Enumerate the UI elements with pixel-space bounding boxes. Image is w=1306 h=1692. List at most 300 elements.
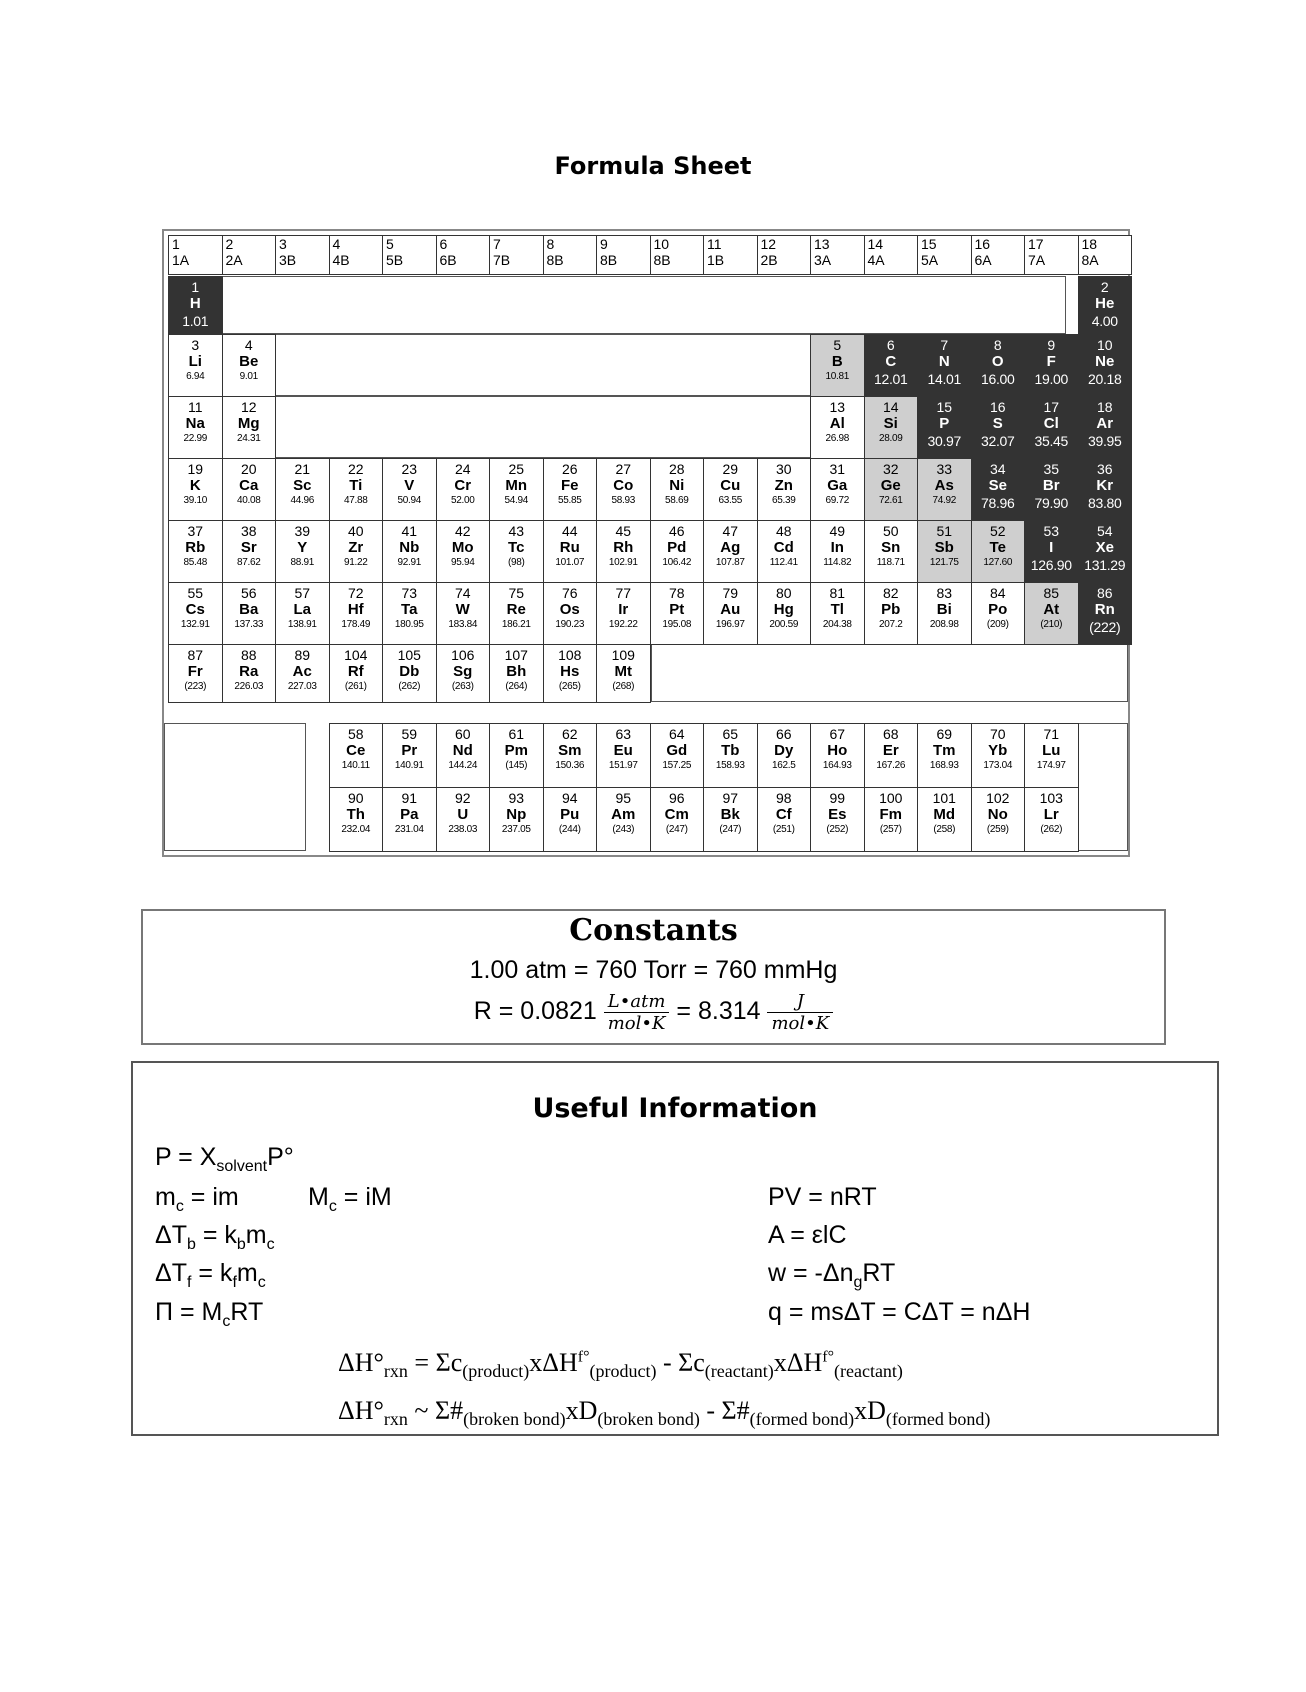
atomic-mass: 28.09 — [878, 433, 903, 444]
atomic-mass: 150.36 — [555, 760, 585, 771]
atomic-number: 97 — [722, 790, 739, 806]
element-cell-h — [168, 276, 223, 335]
element-symbol: Cl — [1043, 415, 1059, 432]
osm-sub: c — [222, 1313, 231, 1330]
atomic-number: 10 — [1096, 337, 1113, 353]
element-symbol: Ca — [239, 477, 259, 494]
page-title: Formula Sheet — [554, 152, 752, 180]
atomic-mass: (223) — [184, 681, 207, 692]
atomic-number: 14 — [882, 399, 899, 415]
atomic-number: 77 — [615, 585, 632, 601]
atomic-mass: 226.03 — [234, 681, 264, 692]
element-symbol: Cs — [185, 601, 205, 618]
group-header-8 — [543, 235, 598, 275]
dtb-b: = k — [195, 1221, 237, 1249]
element-symbol: Be — [239, 353, 259, 370]
atomic-mass: 140.91 — [394, 760, 424, 771]
element-cell-bi — [917, 582, 972, 645]
element-symbol: Sn — [881, 539, 901, 556]
atomic-mass: 87.62 — [236, 557, 261, 568]
group-label: 4B — [332, 252, 350, 268]
bond-d: - Σ# — [699, 1396, 750, 1425]
atomic-number: 21 — [294, 461, 311, 477]
bond-enthalpy-formula — [338, 1396, 990, 1430]
group-header-5 — [382, 235, 437, 275]
bond-e: xD — [854, 1396, 886, 1425]
element-cell-pb — [864, 582, 919, 645]
element-cell-cu — [703, 458, 758, 521]
element-cell-bk — [703, 787, 758, 852]
atomic-mass: 88.91 — [290, 557, 315, 568]
element-cell-be — [222, 334, 277, 397]
element-cell-po — [971, 582, 1026, 645]
frac2-numerator: J — [767, 991, 833, 1013]
atomic-number: 40 — [347, 523, 364, 539]
molality-formula — [155, 1183, 239, 1216]
group-number: 17 — [1028, 236, 1044, 252]
element-symbol: Po — [988, 601, 1008, 618]
atomic-mass: 195.08 — [662, 619, 692, 630]
element-cell-rf — [329, 644, 384, 703]
atomic-number: 19 — [187, 461, 204, 477]
atomic-number: 49 — [829, 523, 846, 539]
Mc-b: = iM — [336, 1183, 392, 1211]
element-cell-rn — [1078, 582, 1133, 645]
element-cell-ra — [222, 644, 277, 703]
element-symbol: Sr — [240, 539, 257, 556]
element-cell-md — [917, 787, 972, 852]
group-label: 2A — [225, 252, 243, 268]
atomic-number: 25 — [508, 461, 525, 477]
group-number: 4 — [332, 236, 341, 252]
group-header-2 — [222, 235, 277, 275]
group-label: 8B — [653, 252, 671, 268]
element-cell-ag — [703, 520, 758, 583]
atomic-mass: 26.98 — [825, 433, 850, 444]
atomic-number: 24 — [454, 461, 471, 477]
atomic-number: 34 — [989, 461, 1006, 477]
element-cell-v — [382, 458, 437, 521]
group-number: 8 — [546, 236, 555, 252]
row1-gap — [214, 276, 1066, 334]
element-cell-hs — [543, 644, 598, 703]
element-cell-nb — [382, 520, 437, 583]
group-header-13 — [810, 235, 865, 275]
atomic-number: 64 — [668, 726, 685, 742]
atomic-mass: 4.00 — [1091, 313, 1118, 329]
atomic-number: 107 — [504, 647, 528, 663]
element-cell-hg — [757, 582, 812, 645]
element-symbol: Cd — [773, 539, 794, 556]
dtf-b: = k — [191, 1259, 233, 1287]
atomic-mass: 79.90 — [1034, 495, 1069, 511]
atomic-number: 93 — [508, 790, 525, 806]
element-cell-fm — [864, 787, 919, 852]
frac1-denominator: mol•K — [607, 1013, 666, 1034]
group-label: 6B — [439, 252, 457, 268]
element-symbol: La — [293, 601, 311, 618]
hess-s2: (product) — [462, 1361, 530, 1382]
freezing-point-depression — [155, 1259, 266, 1292]
Mc-a: M — [308, 1183, 329, 1211]
raoult-a: P = X — [155, 1143, 217, 1171]
atomic-mass: 200.59 — [769, 619, 799, 630]
atomic-number: 102 — [986, 790, 1010, 806]
atomic-number: 50 — [882, 523, 899, 539]
element-cell-k — [168, 458, 223, 521]
atomic-mass: (264) — [505, 681, 528, 692]
pressure-conversion: 1.00 atm = 760 Torr = 760 mmHg — [469, 956, 838, 984]
atomic-mass: 83.80 — [1087, 495, 1122, 511]
mc-a: m — [155, 1183, 176, 1211]
atomic-number: 16 — [989, 399, 1006, 415]
atomic-mass: 54.94 — [504, 495, 529, 506]
atomic-mass: 137.33 — [234, 619, 264, 630]
atomic-number: 76 — [561, 585, 578, 601]
atomic-mass: (268) — [612, 681, 635, 692]
atomic-number: 91 — [401, 790, 418, 806]
element-symbol: Lu — [1042, 742, 1061, 759]
atomic-number: 100 — [879, 790, 903, 806]
atomic-number: 20 — [240, 461, 257, 477]
group-header-11 — [703, 235, 758, 275]
atomic-number: 99 — [829, 790, 846, 806]
element-symbol: Mn — [505, 477, 528, 494]
group-label: 7B — [493, 252, 511, 268]
atomic-mass: 40.08 — [236, 495, 261, 506]
element-symbol: Db — [399, 663, 420, 680]
element-cell-ti — [329, 458, 384, 521]
element-cell-pr — [382, 723, 437, 788]
atomic-number: 37 — [187, 523, 204, 539]
element-symbol: Ru — [559, 539, 580, 556]
element-symbol: Mg — [237, 415, 260, 432]
element-cell-kr — [1078, 458, 1133, 521]
atomic-mass: 30.97 — [927, 433, 962, 449]
beer-lambert-law: A = εlC — [768, 1221, 847, 1249]
element-cell-ni — [650, 458, 705, 521]
element-symbol: B — [831, 353, 843, 370]
atomic-number: 15 — [936, 399, 953, 415]
element-symbol: Y — [297, 539, 308, 556]
element-symbol: Ra — [239, 663, 259, 680]
element-symbol: F — [1046, 353, 1056, 370]
atomic-mass: 50.94 — [397, 495, 422, 506]
atomic-mass: 106.42 — [662, 557, 692, 568]
atomic-mass: (257) — [879, 824, 902, 835]
atomic-mass: 102.91 — [608, 557, 638, 568]
atomic-mass: 168.93 — [929, 760, 959, 771]
atomic-number: 39 — [294, 523, 311, 539]
atomic-mass: 232.04 — [341, 824, 371, 835]
constants-box — [141, 909, 1166, 1045]
group-number: 13 — [814, 236, 830, 252]
group-number: 1 — [172, 236, 180, 252]
element-cell-au — [703, 582, 758, 645]
element-cell-ba — [222, 582, 277, 645]
atomic-mass: (261) — [344, 681, 367, 692]
element-symbol: Fm — [879, 806, 902, 823]
element-symbol: Ta — [401, 601, 418, 618]
element-cell-gd — [650, 723, 705, 788]
atomic-number: 32 — [882, 461, 899, 477]
group-number: 16 — [974, 236, 991, 252]
dtb-s3: c — [266, 1236, 275, 1253]
atomic-number: 55 — [187, 585, 204, 601]
boiling-point-elevation — [155, 1221, 275, 1254]
atomic-mass: 58.69 — [664, 495, 689, 506]
element-symbol: Fe — [560, 477, 579, 494]
element-cell-rh — [596, 520, 651, 583]
element-symbol: Pm — [504, 742, 528, 759]
element-symbol: Pd — [667, 539, 687, 556]
element-symbol: Cr — [454, 477, 472, 494]
element-cell-os — [543, 582, 598, 645]
atomic-mass: (263) — [451, 681, 474, 692]
atomic-mass: 204.38 — [822, 619, 852, 630]
element-cell-ir — [596, 582, 651, 645]
element-symbol: H — [189, 295, 201, 312]
atomic-mass: 126.90 — [1030, 557, 1072, 573]
element-symbol: W — [455, 601, 470, 618]
atomic-mass: 91.22 — [343, 557, 368, 568]
atomic-mass: 178.49 — [341, 619, 371, 630]
element-symbol: N — [938, 353, 950, 370]
element-cell-ar — [1078, 396, 1133, 459]
atomic-mass: (209) — [986, 619, 1009, 630]
atomic-mass: 238.03 — [448, 824, 478, 835]
element-cell-ca — [222, 458, 277, 521]
element-cell-am — [596, 787, 651, 852]
element-cell-zn — [757, 458, 812, 521]
constants-title: Constants — [569, 913, 738, 948]
work-sub: g — [853, 1274, 863, 1291]
hess-law-formula — [338, 1348, 903, 1382]
useful-information-title: Useful Information — [532, 1093, 818, 1124]
element-symbol: Zr — [348, 539, 364, 556]
atomic-mass: (210) — [1040, 619, 1063, 630]
element-cell-ne — [1078, 334, 1133, 397]
dtb-s2: b — [236, 1236, 246, 1253]
atomic-mass: 183.84 — [448, 619, 478, 630]
atomic-number: 65 — [722, 726, 739, 742]
bond-s1: rxn — [383, 1409, 408, 1430]
atomic-mass: 207.2 — [878, 619, 903, 630]
group-number: 2 — [225, 236, 234, 252]
atomic-number: 67 — [829, 726, 846, 742]
element-symbol: Er — [882, 742, 899, 759]
element-cell-lr — [1024, 787, 1079, 852]
element-symbol: Co — [613, 477, 634, 494]
group-header-9 — [596, 235, 651, 275]
atomic-number: 108 — [558, 647, 582, 663]
element-symbol: Ho — [827, 742, 848, 759]
group-header-15 — [917, 235, 972, 275]
element-symbol: Br — [1042, 477, 1060, 494]
atomic-mass: 44.96 — [290, 495, 315, 506]
bond-s3: (broken bond) — [597, 1409, 700, 1430]
atomic-mass: 58.93 — [611, 495, 636, 506]
atomic-number: 3 — [191, 337, 200, 353]
atomic-number: 62 — [561, 726, 578, 742]
atomic-mass: 72.61 — [878, 495, 903, 506]
element-symbol: Ac — [292, 663, 312, 680]
atomic-number: 56 — [240, 585, 257, 601]
atomic-number: 90 — [347, 790, 364, 806]
group-label: 1B — [707, 252, 725, 268]
atomic-mass: (251) — [772, 824, 795, 835]
element-cell-o — [971, 334, 1026, 397]
atomic-number: 12 — [240, 399, 257, 415]
osmotic-pressure — [155, 1298, 263, 1331]
atomic-number: 29 — [722, 461, 739, 477]
group-number: 10 — [653, 236, 670, 252]
atomic-mass: 39.95 — [1087, 433, 1122, 449]
atomic-mass: 118.71 — [876, 557, 905, 568]
atomic-number: 82 — [882, 585, 899, 601]
element-symbol: Mo — [451, 539, 474, 556]
atomic-mass: 162.5 — [771, 760, 796, 771]
work-b: RT — [862, 1259, 896, 1287]
element-symbol: Ag — [720, 539, 741, 556]
atomic-number: 13 — [829, 399, 846, 415]
group-label: 8B — [546, 252, 564, 268]
raoult-b: P° — [267, 1143, 294, 1171]
group-label: 5B — [386, 252, 404, 268]
group-header-17 — [1024, 235, 1079, 275]
group-header-12 — [757, 235, 812, 275]
atomic-number: 70 — [989, 726, 1006, 742]
atomic-mass: 24.31 — [236, 433, 261, 444]
element-cell-bh — [489, 644, 544, 703]
element-cell-cr — [436, 458, 491, 521]
work-formula — [768, 1259, 895, 1292]
dtf-c: m — [236, 1259, 258, 1287]
molarity-formula — [308, 1183, 392, 1216]
element-symbol: Dy — [774, 742, 794, 759]
bond-s2: (broken bond) — [463, 1409, 566, 1430]
hess-sup2: f° — [822, 1348, 834, 1366]
element-cell-br — [1024, 458, 1079, 521]
element-cell-p — [917, 396, 972, 459]
dtf-s2: f — [232, 1274, 237, 1291]
element-cell-al — [810, 396, 865, 459]
element-symbol: Sm — [558, 742, 582, 759]
element-symbol: Li — [188, 353, 202, 370]
element-symbol: C — [885, 353, 897, 370]
element-cell-eu — [596, 723, 651, 788]
atomic-mass: 180.95 — [394, 619, 424, 630]
group-number: 3 — [279, 236, 287, 252]
element-cell-ce — [329, 723, 384, 788]
atomic-mass: 237.05 — [501, 824, 531, 835]
element-symbol: Na — [185, 415, 205, 432]
bond-a: ΔH° — [338, 1396, 384, 1425]
element-cell-cl — [1024, 396, 1079, 459]
atomic-number: 95 — [615, 790, 632, 806]
element-symbol: O — [991, 353, 1004, 370]
atomic-mass: 173.04 — [983, 760, 1013, 771]
element-cell-in — [810, 520, 865, 583]
dtf-a: ΔT — [155, 1259, 187, 1287]
heat-formula: q = msΔT = CΔT = nΔH — [768, 1298, 1031, 1326]
atomic-number: 5 — [833, 337, 842, 353]
atomic-mass: (262) — [1040, 824, 1063, 835]
atomic-number: 68 — [882, 726, 899, 742]
osm-b: RT — [230, 1298, 264, 1326]
atomic-mass: 138.91 — [287, 619, 317, 630]
group-label: 3B — [279, 252, 297, 268]
element-symbol: Bk — [720, 806, 740, 823]
element-symbol: Gd — [666, 742, 688, 759]
element-symbol: Hg — [773, 601, 794, 618]
element-cell-er — [864, 723, 919, 788]
element-symbol: Am — [611, 806, 636, 823]
atomic-number: 17 — [1043, 399, 1060, 415]
element-symbol: Bi — [936, 601, 952, 618]
element-symbol: Es — [828, 806, 847, 823]
group-header-6 — [436, 235, 491, 275]
atomic-mass: 131.29 — [1084, 557, 1126, 573]
element-symbol: Ge — [880, 477, 901, 494]
element-symbol: Ar — [1096, 415, 1114, 432]
atomic-number: 106 — [451, 647, 475, 663]
atomic-number: 96 — [668, 790, 685, 806]
element-cell-ta — [382, 582, 437, 645]
element-cell-b — [810, 334, 865, 397]
element-symbol: Nb — [399, 539, 420, 556]
f-block-label-box — [164, 723, 306, 851]
atomic-mass: 14.01 — [927, 371, 962, 387]
element-symbol: Pu — [560, 806, 580, 823]
mc-b: = im — [183, 1183, 239, 1211]
raoult-law — [155, 1143, 294, 1176]
element-cell-ge — [864, 458, 919, 521]
element-symbol: Hs — [560, 663, 580, 680]
dtf-s3: c — [257, 1274, 266, 1291]
atomic-number: 71 — [1043, 726, 1060, 742]
element-symbol: U — [457, 806, 469, 823]
element-cell-dy — [757, 723, 812, 788]
hess-s5: (reactant) — [833, 1361, 903, 1382]
row3-gap — [264, 396, 816, 458]
element-cell-li — [168, 334, 223, 397]
element-symbol: Lr — [1043, 806, 1059, 823]
atomic-mass: 127.60 — [983, 557, 1013, 568]
atomic-mass: (259) — [986, 824, 1009, 835]
element-symbol: Pa — [400, 806, 419, 823]
atomic-mass: (258) — [933, 824, 956, 835]
atomic-mass: 186.21 — [501, 619, 531, 630]
element-symbol: Pt — [669, 601, 685, 618]
atomic-mass: 190.23 — [555, 619, 585, 630]
atomic-mass: 144.24 — [448, 760, 478, 771]
element-cell-th — [329, 787, 384, 852]
element-symbol: Ir — [618, 601, 629, 618]
element-symbol: I — [1049, 539, 1054, 556]
element-cell-tb — [703, 723, 758, 788]
work-a: w = -Δn — [768, 1259, 854, 1287]
atomic-number: 84 — [989, 585, 1006, 601]
atomic-number: 109 — [611, 647, 635, 663]
atomic-number: 80 — [775, 585, 792, 601]
element-cell-nd — [436, 723, 491, 788]
atomic-number: 18 — [1096, 399, 1113, 415]
element-cell-lu — [1024, 723, 1079, 788]
element-cell-mn — [489, 458, 544, 521]
atomic-number: 31 — [829, 461, 846, 477]
atomic-mass: (262) — [398, 681, 421, 692]
